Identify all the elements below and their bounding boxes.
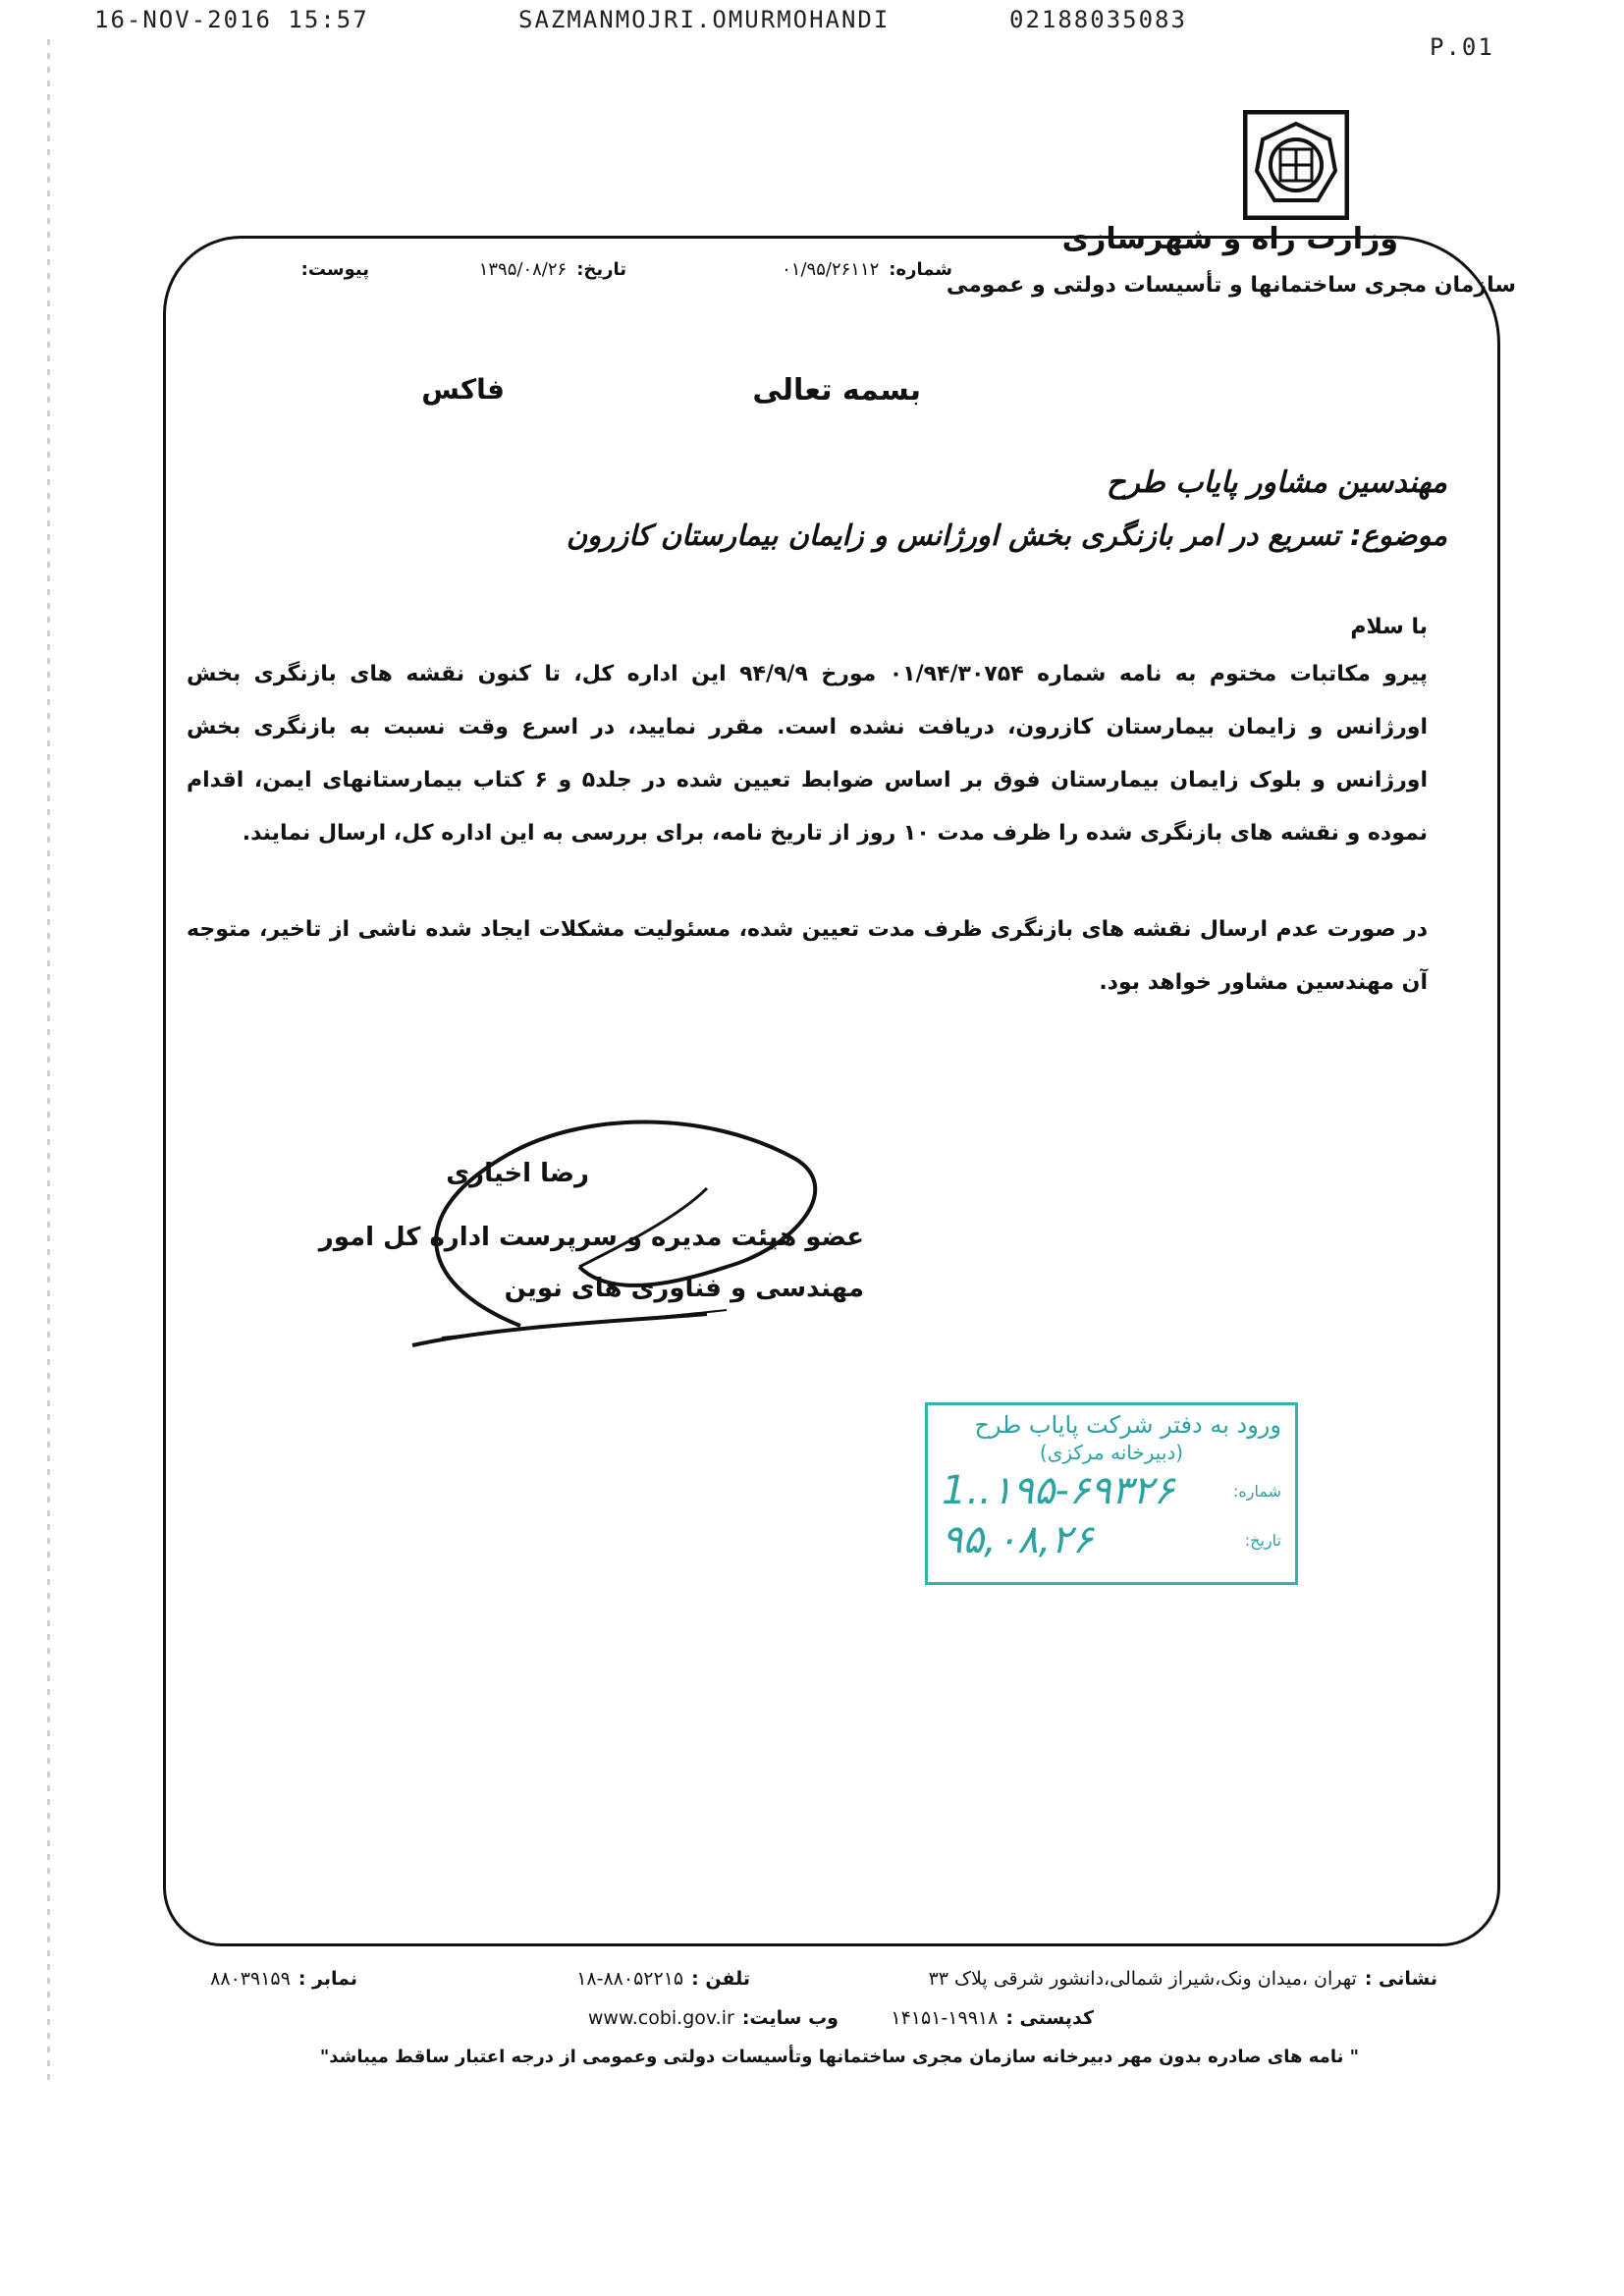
fax-header [0, 6, 1624, 65]
phone-label: تلفن : [691, 1968, 750, 1990]
postal-value: ۱۹۹۱۸-۱۴۱۵۱ [891, 2007, 999, 2029]
ministry-logo-icon [1243, 110, 1349, 220]
number-label: شماره: [889, 259, 952, 280]
footer-website [588, 2007, 839, 2029]
recipient: مهندسین مشاور پایاب طرح [1106, 465, 1447, 500]
organization-name: سازمان مجری ساختمانها و تأسیسات دولتی و عمومی [946, 273, 1516, 298]
letter-number [782, 259, 952, 280]
date-label: تاریخ: [576, 259, 626, 280]
fax-value: ۸۸۰۳۹۱۵۹ [210, 1968, 291, 1990]
fax-page: P.01 [1430, 33, 1494, 61]
fax-datetime: 16-NOV-2016 15:57 [94, 6, 369, 33]
fax-sender: SAZMANMOJRI.OMURMOHANDI [518, 6, 891, 33]
footer-notice: " نامه های صادره بدون مهر دبیرخانه سازمان مجری ساختمانها وتأسیسات دولتی وعمومی از درجه اعتبار ساقط میباشد" [319, 2047, 1359, 2067]
scan-artifact [47, 39, 50, 2082]
greeting: با سلام [1350, 615, 1428, 639]
footer-postal [891, 2007, 1094, 2029]
postal-label: کدپستی : [1005, 2007, 1094, 2029]
footer-fax [210, 1968, 357, 1990]
letter-date [479, 259, 626, 280]
footer-phone [576, 1968, 750, 1990]
stamp-date-label: تاریخ: [1244, 1530, 1281, 1550]
body-paragraph-2: در صورت عدم ارسال نقشه های بازنگری ظرف مدت تعیین شده، مسئولیت مشکلات ایجاد شده ناشی از تاخیر، متوجه آن مهندسین مشاور خواهد بود. [187, 917, 1428, 995]
body-paragraph-1: پیرو مکاتبات مختوم به نامه شماره ۰۱/۹۴/۳۰۷۵۴ مورخ ۹۴/۹/۹ این اداره کل، تا کنون نقشه های بازنگری بخش اورژانس و زایمان بیمارستان کازرون، دریافت نشده است. مقرر نمایید، در اسرع وقت نسبت به بازنگری بخش اورژانس و بلوک زایمان بیمارستان فوق بر اساس ضوابط تعیین شده در جلد۵ و ۶ کتاب بیمارستانهای ایمن، اقدام نموده و نقشه های بازنگری شده را ظرف مدت ۱۰ روز از تاریخ نامه، برای بررسی به این اداره کل، ارسال نمایند. [187, 662, 1428, 846]
signatory-name: رضا اخیاری [446, 1159, 589, 1188]
ministry-name: وزارت راه و شهرسازی [1061, 222, 1398, 256]
footer-address [929, 1968, 1437, 1990]
fax-phone: 02188035083 [1009, 6, 1187, 33]
attachment-label: پیوست: [300, 259, 369, 280]
bismillah: بسمه تعالی [752, 373, 921, 408]
received-stamp [925, 1402, 1298, 1585]
fax-label: نمابر : [298, 1968, 357, 1990]
stamp-date-value: ۹۵,۰۸,۲۶ [942, 1517, 1094, 1562]
signatory-title: عضو هیئت مدیره و سرپرست اداره کل امور مهندسی و فناوری های نوین [318, 1223, 864, 1303]
website-value: www.cobi.gov.ir [587, 2007, 734, 2029]
stamp-number-value: 1..۱۹۵-۶۹۳۲۶ [942, 1468, 1175, 1513]
website-label: وب سایت: [741, 2007, 839, 2029]
address-value: تهران ،میدان ونک،شیراز شمالی،دانشور شرقی پلاک ۳۳ [928, 1968, 1357, 1990]
letter-type: فاکس [421, 373, 505, 406]
number-value: ۰۱/۹۵/۲۶۱۱۲ [782, 259, 880, 280]
stamp-line-2: (دبیرخانه مرکزی) [1039, 1441, 1184, 1464]
stamp-number-label: شماره: [1232, 1481, 1281, 1501]
date-value: ۱۳۹۵/۰۸/۲۶ [478, 259, 568, 280]
subject: موضوع: تسریع در امر بازنگری بخش اورژانس و زایمان بیمارستان کازرون [566, 519, 1447, 552]
address-label: نشانی : [1364, 1968, 1437, 1990]
phone-value: ۸۸۰۵۲۲۱۵-۱۸ [576, 1968, 684, 1990]
stamp-line-1: ورود به دفتر شرکت پایاب طرح [974, 1411, 1281, 1439]
